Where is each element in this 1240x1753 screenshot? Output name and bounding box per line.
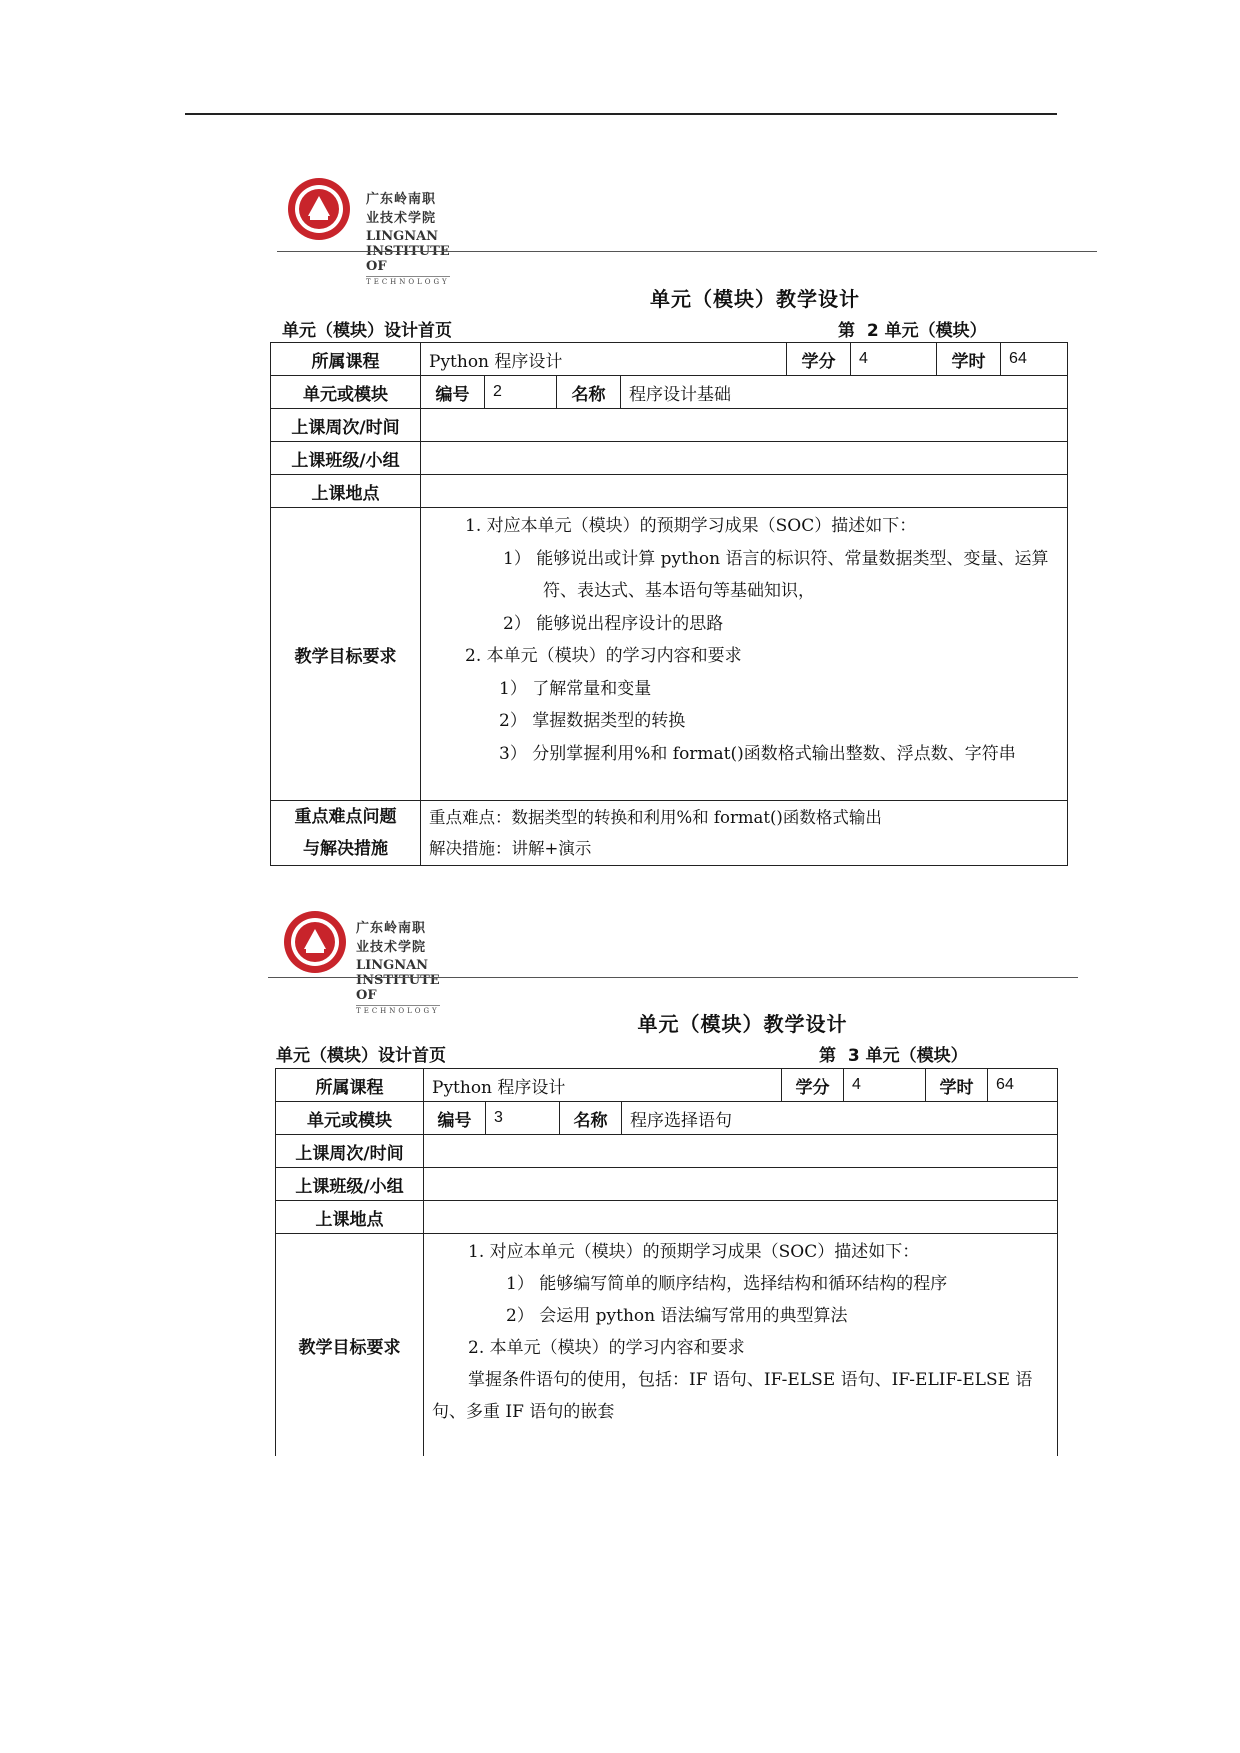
class-value [421,442,1068,475]
page-title: 单元（模块）教学设计 [650,287,860,311]
week-value [421,409,1068,442]
class-value [424,1168,1058,1201]
label-number: 编号 [424,1102,486,1135]
unit-design-table [270,342,1068,866]
hours-value: 64 [1001,343,1068,376]
label-name: 名称 [557,376,621,409]
goals-content [424,1234,1058,1457]
label-goals: 教学目标要求 [271,508,421,801]
label-unit: 单元或模块 [271,376,421,409]
unit-number-value: 2 [485,376,557,409]
goal-line: 2） 能够说出程序设计的思路 [503,613,724,634]
subtitle-right: 第 3 单元（模块） [819,1046,968,1066]
goal-line: 1） 能够编写简单的顺序结构，选择结构和循环结构的程序 [506,1274,948,1294]
goals-content [421,508,1068,801]
design-page-unit-3 [270,905,1100,1465]
hours-value: 64 [988,1069,1058,1102]
institute-seal-icon [286,176,352,242]
goal-line: 2） 掌握数据类型的转换 [499,711,686,731]
label-week: 上课周次/时间 [276,1135,424,1168]
subtitle-left: 单元（模块）设计首页 [282,321,452,341]
label-course: 所属课程 [276,1069,424,1102]
subtitle-right: 第 2 单元（模块） [838,321,987,341]
label-name: 名称 [560,1102,622,1135]
institute-name [356,917,440,1015]
goal-line: 掌握条件语句的使用，包括：IF 语句、IF-ELSE 语句、IF-ELIF-ELSE 语句、多重 IF 语句的嵌套 [432,1370,1033,1422]
label-hours: 学时 [937,343,1001,376]
design-page-unit-2 [270,170,1100,890]
institute-name-cn: 广东岭南职业技术学院 [366,192,437,226]
week-value [424,1135,1058,1168]
institute-name-en: LINGNAN INSTITUTE OF [366,229,450,274]
label-key-points-1: 重点难点问题 [294,807,397,827]
institute-name-cn: 广东岭南职业技术学院 [356,921,427,955]
credit-value: 4 [844,1069,926,1102]
label-place: 上课地点 [271,475,421,508]
page-title: 单元（模块）教学设计 [637,1012,848,1036]
key-points-text: 重点难点：数据类型的转换和利用%和 format()函数格式输出 [429,808,882,827]
label-class: 上课班级/小组 [276,1168,424,1201]
unit-design-table [275,1068,1058,1456]
institute-name-en: LINGNAN INSTITUTE OF [356,958,440,1003]
course-value: Python 程序设计 [421,343,787,376]
unit-number-value: 3 [486,1102,560,1135]
goal-line: 1. 对应本单元（模块）的预期学习成果（SOC）描述如下： [468,1242,920,1262]
header-rule [277,251,1097,252]
place-value [421,475,1068,508]
institute-name [366,188,450,286]
goal-line: 2. 本单元（模块）的学习内容和要求 [468,1338,745,1358]
label-key-points-2: 与解决措施 [303,839,388,859]
label-goals: 教学目标要求 [276,1234,424,1457]
goal-line: 2） 会运用 python 语法编写常用的典型算法 [506,1306,848,1326]
solution-text: 解决措施：讲解+演示 [429,839,592,858]
goal-line: 1） 能够说出或计算 python 语言的标识符、常量数据类型、变量、运算符、表达式、基本语句等基础知识， [503,548,1049,601]
label-credit: 学分 [782,1069,844,1102]
label-course: 所属课程 [271,343,421,376]
goal-line: 1. 对应本单元（模块）的预期学习成果（SOC）描述如下： [465,516,917,536]
label-class: 上课班级/小组 [271,442,421,475]
label-hours: 学时 [926,1069,988,1102]
credit-value: 4 [851,343,937,376]
unit-name-value: 程序选择语句 [622,1102,1058,1135]
label-number: 编号 [421,376,485,409]
institute-name-en-2: TECHNOLOGY [356,1007,440,1015]
institute-seal-icon [282,909,348,975]
label-place: 上课地点 [276,1201,424,1234]
key-points-content [421,801,1068,866]
label-key-points [271,801,421,866]
goal-line: 2. 本单元（模块）的学习内容和要求 [465,646,742,666]
header-rule [268,977,1078,978]
unit-name-value: 程序设计基础 [621,376,1068,409]
label-credit: 学分 [787,343,851,376]
label-unit: 单元或模块 [276,1102,424,1135]
top-rule [185,113,1057,115]
institute-name-en-2: TECHNOLOGY [366,278,450,286]
goal-line: 3） 分别掌握利用%和 format()函数格式输出整数、浮点数、字符串 [499,743,1016,764]
course-value: Python 程序设计 [424,1069,782,1102]
subtitle-left: 单元（模块）设计首页 [276,1046,446,1066]
goal-line: 1） 了解常量和变量 [499,678,652,699]
label-week: 上课周次/时间 [271,409,421,442]
place-value [424,1201,1058,1234]
